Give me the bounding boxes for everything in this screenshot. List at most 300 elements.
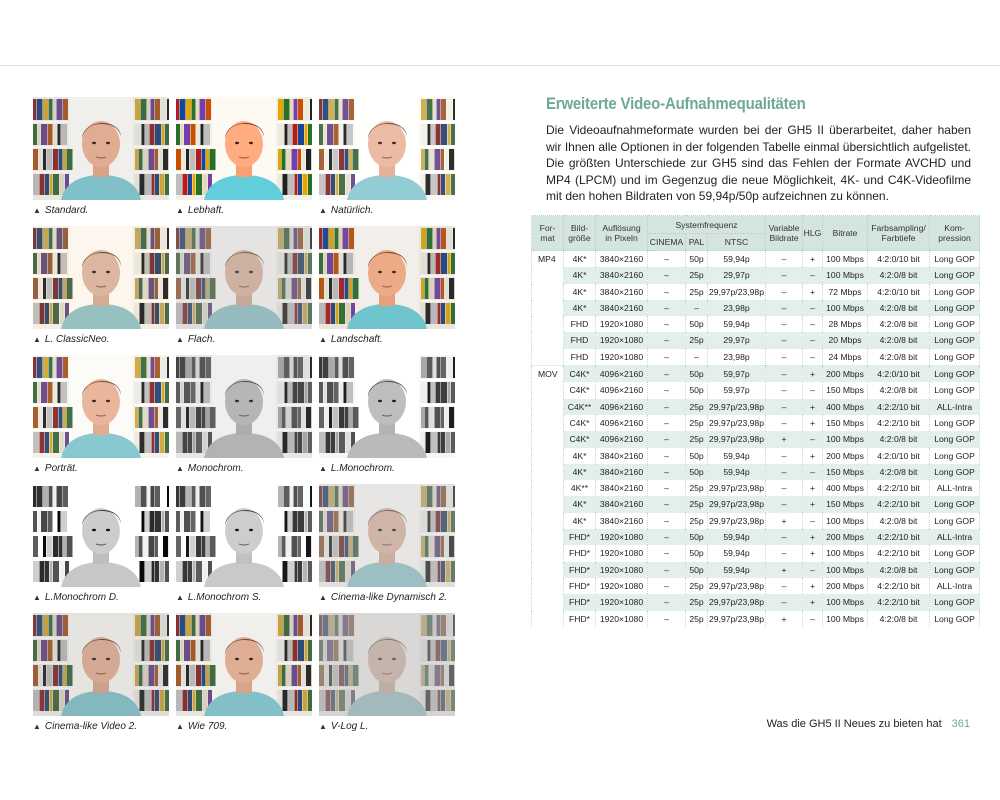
table-cell: – (648, 464, 686, 480)
table-cell: Long GOP (930, 284, 980, 300)
photo-caption (33, 334, 109, 345)
photo-caption (176, 205, 224, 216)
table-cell: 150 Mbps (823, 415, 868, 431)
table-row (532, 464, 980, 480)
portrait-photo (319, 613, 455, 716)
caption-triangle-icon: ▲ (319, 593, 327, 602)
table-cell: 200 Mbps (823, 529, 868, 545)
table-row (532, 399, 980, 415)
table-cell: – (648, 251, 686, 268)
table-row (532, 415, 980, 431)
caption-text: Wie 709. (187, 721, 228, 732)
table-cell: 25p (686, 578, 708, 594)
table-cell: + (766, 513, 803, 529)
table-cell: 29,97p/23,98p (708, 513, 766, 529)
table-cell: – (766, 545, 803, 561)
table-cell: Long GOP (930, 415, 980, 431)
intro-paragraph: Die Videoaufnahmeformate wurden bei der GH5 II überarbeitet, daher haben wir Ihnen alle Optionen in der folgenden Tabelle einmal übersichtlich aufgelistet. Die größten Unterschiede zur GH5 sind das Fehlen der Formate AVCHD und MP4 (LPCM) und im Gegenzug die neue Möglichkeit, 4K- und C4K-Videofilme mit den hohen Bildraten von 59,94p/50p aufzeichnen zu können. (546, 123, 971, 204)
table-cell: 100 Mbps (823, 267, 868, 283)
table-cell: 4:2:0/8 bit (868, 267, 930, 283)
table-cell: 1920×1080 (596, 562, 648, 578)
table-cell: 4:2:0/8 bit (868, 464, 930, 480)
caption-text: Cinema-like Dynamisch 2. (330, 592, 448, 603)
table-cell: 28 Mbps (823, 316, 868, 332)
table-cell: + (803, 529, 823, 545)
table-cell: – (648, 594, 686, 610)
table-cell: 4:2:2/10 bit (868, 545, 930, 561)
table-cell: 72 Mbps (823, 284, 868, 300)
portrait-photo (319, 355, 455, 458)
table-cell: 24 Mbps (823, 349, 868, 366)
table-cell: + (803, 594, 823, 610)
table-cell: C4K* (564, 382, 596, 398)
table-cell: 4K* (564, 496, 596, 512)
table-cell: 100 Mbps (823, 611, 868, 627)
caption-text: Landschaft. (330, 334, 383, 345)
table-cell: – (766, 399, 803, 415)
table-cell: – (648, 611, 686, 627)
photo-caption (33, 463, 78, 474)
table-cell: – (648, 529, 686, 545)
portrait-photo (319, 484, 455, 587)
table-cell: 50p (686, 366, 708, 383)
table-cell: – (686, 349, 708, 366)
table-cell: 4096×2160 (596, 415, 648, 431)
table-cell: C4K* (564, 431, 596, 447)
table-cell: 50p (686, 448, 708, 464)
table-cell: – (648, 562, 686, 578)
col-bitrate: Bitrate (823, 216, 868, 251)
table-cell: 4:2:0/8 bit (868, 349, 930, 366)
table-row (532, 332, 980, 348)
table-cell: 4K* (564, 284, 596, 300)
table-cell: 50p (686, 251, 708, 268)
table-cell: – (766, 578, 803, 594)
photo-caption (319, 721, 368, 732)
table-cell: – (766, 300, 803, 316)
table-cell: + (803, 284, 823, 300)
table-cell: 4:2:0/8 bit (868, 300, 930, 316)
table-cell: 3840×2160 (596, 251, 648, 268)
table-row (532, 366, 980, 383)
table-cell (532, 267, 564, 283)
table-cell: 4K* (564, 513, 596, 529)
table-cell: 4:2:0/8 bit (868, 316, 930, 332)
table-cell: – (766, 332, 803, 348)
caption-text: L.Monochrom S. (187, 592, 262, 603)
photo-caption (319, 463, 395, 474)
table-cell: 25p (686, 267, 708, 283)
table-cell: – (648, 399, 686, 415)
table-cell: 100 Mbps (823, 300, 868, 316)
table-cell: 4096×2160 (596, 382, 648, 398)
table-cell: 4:2:0/8 bit (868, 431, 930, 447)
photo-caption (33, 592, 119, 603)
table-cell: – (648, 480, 686, 496)
table-cell: 3840×2160 (596, 480, 648, 496)
table-cell: Long GOP (930, 332, 980, 348)
table-row (532, 251, 980, 268)
table-cell: 29,97p (708, 267, 766, 283)
portrait-photo (176, 97, 312, 200)
table-cell: – (648, 267, 686, 283)
caption-triangle-icon: ▲ (33, 464, 41, 473)
table-cell: – (766, 284, 803, 300)
table-cell (532, 529, 564, 545)
table-cell: 100 Mbps (823, 545, 868, 561)
table-cell: 400 Mbps (823, 480, 868, 496)
table-row (532, 267, 980, 283)
table-cell: 59,94p (708, 529, 766, 545)
table-cell: – (766, 349, 803, 366)
table-cell: 4K** (564, 480, 596, 496)
table-row (532, 513, 980, 529)
table-cell (532, 496, 564, 512)
portrait-photo (319, 226, 455, 329)
caption-triangle-icon: ▲ (176, 206, 184, 215)
table-cell: + (803, 448, 823, 464)
table-cell (532, 545, 564, 561)
table-cell: – (766, 415, 803, 431)
table-cell: 4:2:0/8 bit (868, 513, 930, 529)
table-cell: 4K* (564, 267, 596, 283)
table-row (532, 431, 980, 447)
table-cell: 3840×2160 (596, 284, 648, 300)
table-cell: 25p (686, 399, 708, 415)
caption-triangle-icon: ▲ (176, 593, 184, 602)
table-cell: – (766, 464, 803, 480)
table-cell: – (648, 366, 686, 383)
table-cell: 100 Mbps (823, 251, 868, 268)
table-cell: 4:2:2/10 bit (868, 480, 930, 496)
table-cell (532, 448, 564, 464)
table-cell: 59,94p (708, 251, 766, 268)
table-cell: 29,97p/23,98p (708, 399, 766, 415)
table-cell: 29,97p/23,98p (708, 496, 766, 512)
table-row (532, 545, 980, 561)
table-cell: 150 Mbps (823, 464, 868, 480)
table-cell (532, 464, 564, 480)
table-cell: 29,97p (708, 332, 766, 348)
table-cell: ALL-Intra (930, 399, 980, 415)
photo-caption (319, 592, 447, 603)
table-cell: 4096×2160 (596, 399, 648, 415)
table-cell: – (648, 300, 686, 316)
table-cell: 4:2:2/10 bit (868, 594, 930, 610)
table-cell: 4K* (564, 448, 596, 464)
table-row (532, 448, 980, 464)
table-row (532, 349, 980, 366)
table-cell: MP4 (532, 251, 564, 268)
table-cell (532, 284, 564, 300)
caption-text: Porträt. (44, 463, 78, 474)
table-cell: FHD* (564, 562, 596, 578)
caption-text: Cinema-like Video 2. (44, 721, 138, 732)
table-cell: + (803, 545, 823, 561)
table-cell: – (648, 349, 686, 366)
table-cell: Long GOP (930, 300, 980, 316)
table-cell: 1920×1080 (596, 594, 648, 610)
photo-style-grid (33, 97, 455, 737)
caption-triangle-icon: ▲ (176, 464, 184, 473)
table-cell: 25p (686, 513, 708, 529)
table-cell: – (648, 513, 686, 529)
col-sampling: Farbsampling/ Farbtiefe (868, 216, 930, 251)
table-cell: Long GOP (930, 431, 980, 447)
table-cell (532, 594, 564, 610)
table-row (532, 316, 980, 332)
col-ntsc: NTSC (708, 234, 766, 251)
photo-caption (319, 334, 383, 345)
table-cell (532, 332, 564, 348)
table-cell: 29,97p/23,98p (708, 594, 766, 610)
table-row (532, 562, 980, 578)
table-cell: FHD* (564, 611, 596, 627)
table-cell: 1920×1080 (596, 529, 648, 545)
table-cell: 4K* (564, 251, 596, 268)
table-cell: 59,94p (708, 464, 766, 480)
portrait-photo (319, 97, 455, 200)
col-cinema: CINEMA (648, 234, 686, 251)
table-cell: 4K* (564, 300, 596, 316)
table-cell: 150 Mbps (823, 496, 868, 512)
table-cell: Long GOP (930, 382, 980, 398)
table-cell (532, 415, 564, 431)
table-cell: C4K** (564, 399, 596, 415)
table-cell: Long GOP (930, 366, 980, 383)
table-cell: – (766, 480, 803, 496)
table-cell: 3840×2160 (596, 267, 648, 283)
caption-triangle-icon: ▲ (33, 206, 41, 215)
portrait-photo (176, 484, 312, 587)
table-cell: + (803, 496, 823, 512)
table-cell: Long GOP (930, 513, 980, 529)
table-cell: 4:2:2/10 bit (868, 496, 930, 512)
table-row (532, 300, 980, 316)
photo-caption (319, 205, 373, 216)
table-row (532, 382, 980, 398)
table-cell: – (803, 349, 823, 366)
table-cell: FHD (564, 332, 596, 348)
table-cell: – (686, 300, 708, 316)
table-cell: 3840×2160 (596, 464, 648, 480)
table-cell (532, 431, 564, 447)
table-cell: 1920×1080 (596, 545, 648, 561)
col-format: For- mat (532, 216, 564, 251)
table-cell: Long GOP (930, 316, 980, 332)
table-cell: 4:2:0/10 bit (868, 251, 930, 268)
table-cell (532, 513, 564, 529)
portrait-photo (33, 355, 169, 458)
table-cell: 1920×1080 (596, 578, 648, 594)
table-cell: – (766, 382, 803, 398)
caption-triangle-icon: ▲ (319, 722, 327, 731)
table-cell: – (803, 431, 823, 447)
table-cell (532, 562, 564, 578)
portrait-photo (176, 355, 312, 458)
table-cell: 29,97p/23,98p (708, 431, 766, 447)
table-cell: – (803, 382, 823, 398)
table-cell: FHD* (564, 529, 596, 545)
table-cell: 1920×1080 (596, 316, 648, 332)
table-cell: 100 Mbps (823, 431, 868, 447)
table-row (532, 611, 980, 627)
table-cell: – (803, 464, 823, 480)
caption-text: L. ClassicNeo. (44, 334, 110, 345)
caption-text: Lebhaft. (187, 205, 225, 216)
table-cell: 3840×2160 (596, 448, 648, 464)
video-format-table (531, 215, 980, 627)
table-cell: FHD* (564, 594, 596, 610)
table-cell: – (803, 316, 823, 332)
table-cell: 50p (686, 545, 708, 561)
table-cell: – (766, 448, 803, 464)
caption-triangle-icon: ▲ (319, 335, 327, 344)
table-cell: 59,97p (708, 366, 766, 383)
caption-text: Standard. (44, 205, 89, 216)
table-cell: 4:2:0/10 bit (868, 448, 930, 464)
caption-triangle-icon: ▲ (33, 722, 41, 731)
table-cell: – (648, 284, 686, 300)
table-cell: 50p (686, 382, 708, 398)
table-cell: 1920×1080 (596, 332, 648, 348)
table-cell (532, 611, 564, 627)
table-cell: FHD (564, 349, 596, 366)
portrait-photo (176, 226, 312, 329)
table-cell: Long GOP (930, 594, 980, 610)
table-cell: 20 Mbps (823, 332, 868, 348)
table-cell: 23,98p (708, 349, 766, 366)
table-cell: 50p (686, 562, 708, 578)
table-cell: – (648, 545, 686, 561)
portrait-photo (33, 226, 169, 329)
footer-title: Was die GH5 II Neues zu bieten hat (766, 718, 942, 730)
table-cell: 50p (686, 529, 708, 545)
table-cell: 59,94p (708, 562, 766, 578)
table-cell: C4K* (564, 415, 596, 431)
caption-triangle-icon: ▲ (176, 722, 184, 731)
table-cell: 25p (686, 496, 708, 512)
table-cell: 25p (686, 415, 708, 431)
table-cell: Long GOP (930, 251, 980, 268)
table-cell: + (766, 431, 803, 447)
table-cell: + (803, 578, 823, 594)
table-cell: 200 Mbps (823, 448, 868, 464)
table-cell: FHD (564, 316, 596, 332)
table-cell: 59,94p (708, 448, 766, 464)
table-row (532, 284, 980, 300)
table-cell: – (648, 431, 686, 447)
table-cell (532, 480, 564, 496)
table-cell: 29,97p/23,98p (708, 284, 766, 300)
table-cell: 29,97p/23,98p (708, 611, 766, 627)
table-cell: – (766, 496, 803, 512)
table-cell: – (648, 496, 686, 512)
table-cell: 200 Mbps (823, 366, 868, 383)
table-cell: – (648, 332, 686, 348)
table-row (532, 529, 980, 545)
portrait-photo (176, 613, 312, 716)
table-cell: 100 Mbps (823, 594, 868, 610)
section-heading: Erweiterte Video-Aufnahmequalitäten (546, 94, 806, 113)
table-cell: Long GOP (930, 464, 980, 480)
caption-text: Monochrom. (187, 463, 244, 474)
portrait-photo (33, 97, 169, 200)
table-cell: – (766, 316, 803, 332)
caption-triangle-icon: ▲ (176, 335, 184, 344)
caption-triangle-icon: ▲ (33, 335, 41, 344)
table-cell: + (803, 366, 823, 383)
table-cell: FHD* (564, 545, 596, 561)
table-cell: 25p (686, 284, 708, 300)
table-cell: 4K* (564, 464, 596, 480)
col-sysfreq: Systemfrequenz (648, 216, 766, 234)
photo-caption (176, 463, 244, 474)
table-cell: 100 Mbps (823, 562, 868, 578)
photo-caption (176, 592, 261, 603)
table-cell: 3840×2160 (596, 496, 648, 512)
table-cell: 400 Mbps (823, 399, 868, 415)
table-cell: 4:2:2/10 bit (868, 399, 930, 415)
table-cell: 59,97p (708, 382, 766, 398)
table-cell: + (803, 251, 823, 268)
col-pal: PAL (686, 234, 708, 251)
table-cell: – (648, 382, 686, 398)
table-cell: + (803, 415, 823, 431)
page-footer (767, 718, 970, 730)
table-cell: – (766, 251, 803, 268)
caption-text: L.Monochrom D. (44, 592, 119, 603)
table-cell: – (766, 366, 803, 383)
table-row (532, 578, 980, 594)
table-cell: 25p (686, 594, 708, 610)
page-number: 361 (951, 718, 970, 730)
table-cell: – (803, 332, 823, 348)
table-cell: Long GOP (930, 349, 980, 366)
table-cell: 25p (686, 480, 708, 496)
table-cell: + (803, 480, 823, 496)
caption-triangle-icon: ▲ (33, 593, 41, 602)
table-cell: Long GOP (930, 562, 980, 578)
table-cell: 3840×2160 (596, 513, 648, 529)
portrait-photo (33, 484, 169, 587)
table-cell: 4:2:0/8 bit (868, 332, 930, 348)
table-cell: + (803, 399, 823, 415)
table-cell: C4K* (564, 366, 596, 383)
col-compression: Kom- pression (930, 216, 980, 251)
photo-caption (33, 721, 137, 732)
table-cell: 29,97p/23,98p (708, 578, 766, 594)
table-cell: 25p (686, 611, 708, 627)
table-cell: 50p (686, 316, 708, 332)
table-cell: 29,97p/23,98p (708, 415, 766, 431)
table-cell: FHD* (564, 578, 596, 594)
col-resolution: Auflösung in Pixeln (596, 216, 648, 251)
table-cell: 100 Mbps (823, 513, 868, 529)
col-size: Bild- größe (564, 216, 596, 251)
table-cell (532, 399, 564, 415)
table-cell: MOV (532, 366, 564, 383)
table-cell: 4:2:0/8 bit (868, 562, 930, 578)
col-hlg: HLG (803, 216, 823, 251)
photo-caption (33, 205, 88, 216)
caption-text: Natürlich. (330, 205, 374, 216)
table-cell: 3840×2160 (596, 300, 648, 316)
caption-text: V-Log L. (330, 721, 369, 732)
portrait-photo (33, 613, 169, 716)
table-cell: – (766, 529, 803, 545)
table-cell: 59,94p (708, 316, 766, 332)
